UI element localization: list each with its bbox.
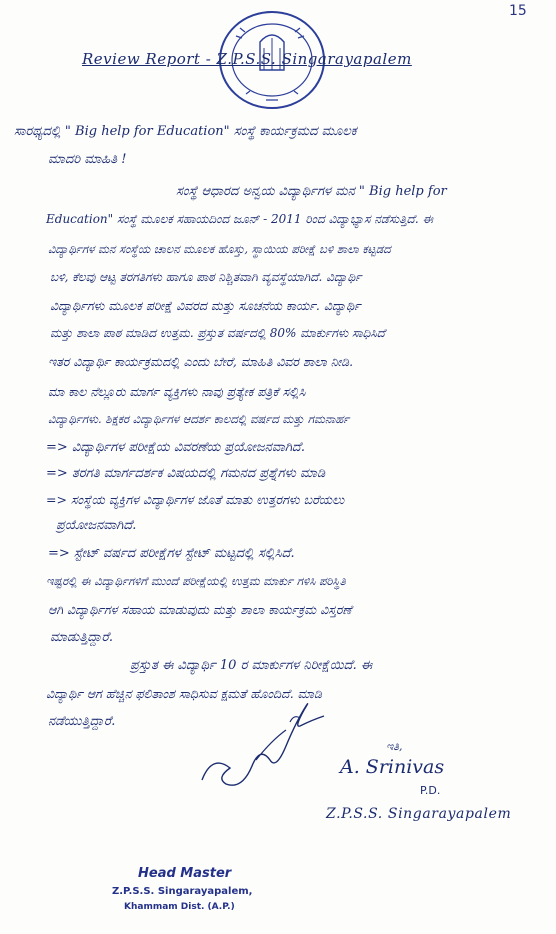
body-line: ಮತ್ತು ಶಾಲಾ ಪಾಠ ಮಾಡಿದ ಉತ್ತಮ. ಪ್ರಸ್ತುತ ವರ್ಷದಲ್ಲಿ 80% ಮಾರ್ಕುಗಳು ಸಾಧಿಸಿದೆ	[50, 326, 385, 340]
body-line: ಇತರ ವಿದ್ಯಾರ್ಥಿ ಕಾರ್ಯಕ್ರಮದಲ್ಲಿ ಎಂದು ಬೇರೆ, ಮಾಹಿತಿ ವಿವರ ಶಾಲಾ ನೀಡಿ.	[48, 354, 354, 369]
letter-heading: Review Report - Z.P.S.S. Singarayapalem	[82, 50, 412, 68]
body-line: => ವಿದ್ಯಾರ್ಥಿಗಳ ಪರೀಕ್ಷೆಯ ವಿವರಣೆಯ ಪ್ರಯೋಜನವಾಗಿದೆ.	[46, 440, 305, 455]
body-line: ಇಷ್ಟರಲ್ಲಿ ಈ ವಿದ್ಯಾರ್ಥಿಗಳಿಗೆ ಮುಂದೆ ಪರೀಕ್ಷೆಯಲ್ಲಿ ಉತ್ತಮ ಮಾರ್ಕು ಗಳಿಸಿ ಪರಿಸ್ಥಿತಿ	[46, 574, 346, 588]
body-line: => ಸ್ಟೇಟ್ ವರ್ಷದ ಪರೀಕ್ಷೆಗಳ ಸ್ಟೇಟ್ ಮಟ್ಟದಲ್ಲಿ ಸಲ್ಲಿಸಿದೆ.	[48, 546, 295, 561]
body-line: ಸಾರಥ್ಯದಲ್ಲಿ " Big help for Education" ಸಂಸ್ಥೆ ಕಾರ್ಯಕ್ರಮದ ಮೂಲಕ	[14, 124, 357, 139]
body-line: ಆಗಿ ವಿದ್ಯಾರ್ಥಿಗಳ ಸಹಾಯ ಮಾಡುವುದು ಮತ್ತು ಶಾಲಾ ಕಾರ್ಯಕ್ರಮ ವಿಸ್ತರಣೆ	[48, 602, 352, 617]
stamp-school: Z.P.S.S. Singarayapalem,	[112, 886, 253, 897]
page-number: 15	[509, 3, 527, 19]
body-line: => ತರಗತಿ ಮಾರ್ಗದರ್ಶಕ ವಿಷಯದಲ್ಲಿ ಗಮನದ ಪ್ರಶ್ನೆಗಳು ಮಾಡಿ	[46, 466, 326, 481]
body-line: ಮಾಡುತ್ತಿದ್ದಾರೆ.	[50, 630, 114, 645]
body-line: ಮಾದರಿ ಮಾಹಿತಿ !	[48, 152, 127, 167]
body-line: ಸಂಸ್ಥೆ ಆಧಾರದ ಅನ್ವಯ ವಿದ್ಯಾರ್ಥಿಗಳ ಮನ " Big help for	[176, 184, 447, 199]
signatory-designation: P.D.	[420, 784, 441, 797]
body-line: Education" ಸಂಸ್ಥೆ ಮೂಲಕ ಸಹಾಯದಿಂದ ಜೂನ್ - 2011 ರಿಂದ ವಿದ್ಯಾಭ್ಯಾಸ ನಡೆಸುತ್ತಿದೆ. ಈ	[46, 212, 433, 226]
body-line: ನಡೆಯುತ್ತಿದ್ದಾರೆ.	[48, 714, 116, 729]
stamp-district: Khammam Dist. (A.P.)	[124, 902, 235, 912]
body-line: ವಿದ್ಯಾರ್ಥಿಗಳ ಮನ ಸಂಸ್ಥೆಯ ಚಾಲನ ಮೂಲಕ ಹೊಸ್ತು, ಸ್ಥಾಯಿಯ ಪರೀಕ್ಷೆ ಬಳಿ ಶಾಲಾ ಕಟ್ಟಡದ	[48, 242, 391, 256]
body-line: => ಸಂಸ್ಥೆಯ ವ್ಯಕ್ತಿಗಳ ವಿದ್ಯಾರ್ಥಿಗಳ ಜೊತೆ ಮಾತು ಉತ್ತರಗಳು ಬರೆಯಲು	[46, 492, 345, 507]
body-line: ಮಾ ಕಾಲ ನೆಲ್ಲೂರು ಮಾರ್ಗ ವ್ಯಕ್ತಿಗಳು ನಾವು ಪ್ರತ್ಯೇಕ ಪತ್ರಿಕೆ ಸಲ್ಲಿಸಿ	[48, 384, 306, 399]
body-line: ವಿದ್ಯಾರ್ಥಿಗಳು ಮೂಲಕ ಪರೀಕ್ಷೆ ವಿವರದ ಮತ್ತು ಸೂಚನೆಯ ಕಾರ್ಯ. ವಿದ್ಯಾರ್ಥಿ	[50, 298, 361, 313]
signatory-school: Z.P.S.S. Singarayapalem	[326, 806, 512, 822]
body-line: ಬಳಿ, ಕೆಲವು ಆಟ್ಟ ತರಗತಿಗಳು ಹಾಗೂ ಪಾಠ ನಿಶ್ಚಿತವಾಗಿ ವ್ಯವಸ್ಥೆಯಾಗಿದೆ. ವಿದ್ಯಾರ್ಥಿ	[50, 270, 362, 284]
signature-salutation: ಇತಿ,	[386, 740, 403, 753]
body-line: ವಿದ್ಯಾರ್ಥಿ ಆಗ ಹೆಚ್ಚಿನ ಫಲಿತಾಂಶ ಸಾಧಿಸುವ ಕ್ಷಮತೆ ಹೊಂದಿದೆ. ಮಾಡಿ	[46, 686, 322, 701]
body-line: ಪ್ರಯೋಜನವಾಗಿದೆ.	[56, 518, 137, 533]
head-master-stamp	[96, 866, 256, 922]
body-line: ಪ್ರಸ್ತುತ ಈ ವಿದ್ಯಾರ್ಥಿ 10 ರ ಮಾರ್ಕುಗಳ ನಿರೀಕ್ಷೆಯಿದೆ. ಈ	[130, 658, 373, 673]
signatory-name: A. Srinivas	[340, 756, 445, 778]
signature-scribble-icon	[196, 700, 336, 795]
stamp-title: Head Master	[138, 866, 232, 881]
body-line: ವಿದ್ಯಾರ್ಥಿಗಳು. ಶಿಕ್ಷಕರ ವಿದ್ಯಾರ್ಥಿಗಳ ಆದರ್ಶ ಕಾಲದಲ್ಲಿ ವರ್ಷದ ಮತ್ತು ಗಮನಾರ್ಹ	[48, 412, 350, 426]
